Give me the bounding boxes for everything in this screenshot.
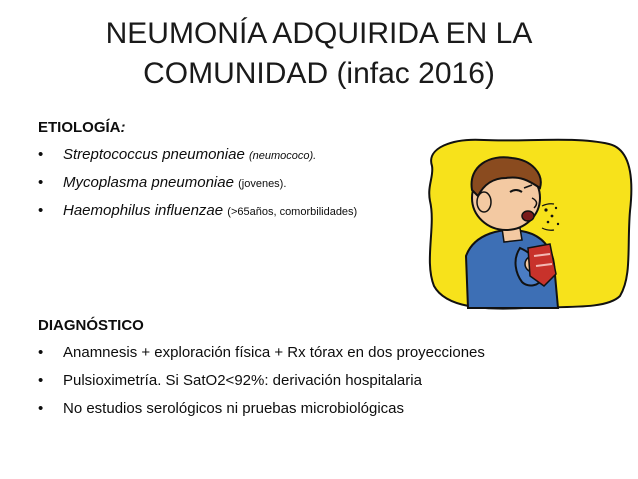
bullet-icon: • — [38, 146, 44, 163]
diagnostico-text: Pulsioximetría. Si SatO2<92%: derivación hospitalaria — [63, 372, 422, 389]
list-item — [38, 197, 357, 225]
pathogen-note: (>65años, comorbilidades) — [227, 206, 358, 218]
pathogen-name: Streptococcus pneumoniae — [63, 146, 245, 163]
bullet-icon: • — [38, 400, 44, 417]
etiologia-heading-text: ETIOLOGÍA — [38, 119, 121, 136]
list-item — [38, 367, 485, 395]
list-item — [38, 395, 485, 423]
pathogen-note: (neumococo). — [248, 150, 317, 162]
diagnostico-text: Anamnesis + exploración física + Rx tórax en dos proyecciones — [63, 344, 485, 361]
coughing-person-icon — [424, 136, 636, 312]
list-item — [38, 141, 357, 169]
pathogen-name: Haemophilus influenzae — [63, 202, 224, 219]
etiologia-list — [38, 141, 357, 225]
diagnostico-list — [38, 339, 485, 423]
list-item — [38, 339, 485, 367]
bullet-icon: • — [38, 202, 44, 219]
etiologia-heading — [38, 119, 126, 136]
bullet-icon: • — [38, 344, 44, 361]
etiologia-heading-colon: : — [120, 119, 126, 136]
list-item — [38, 169, 357, 197]
pathogen-name: Mycoplasma pneumoniae — [63, 174, 234, 191]
diagnostico-heading: DIAGNÓSTICO — [38, 317, 144, 334]
diagnostico-text: No estudios serológicos ni pruebas microbiológicas — [63, 400, 405, 417]
bullet-icon: • — [38, 372, 44, 389]
bullet-icon: • — [38, 174, 44, 191]
pathogen-note: (jovenes). — [238, 178, 287, 190]
slide-title: NEUMONÍA ADQUIRIDA EN LA COMUNIDAD (infac 2016) — [105, 17, 533, 90]
